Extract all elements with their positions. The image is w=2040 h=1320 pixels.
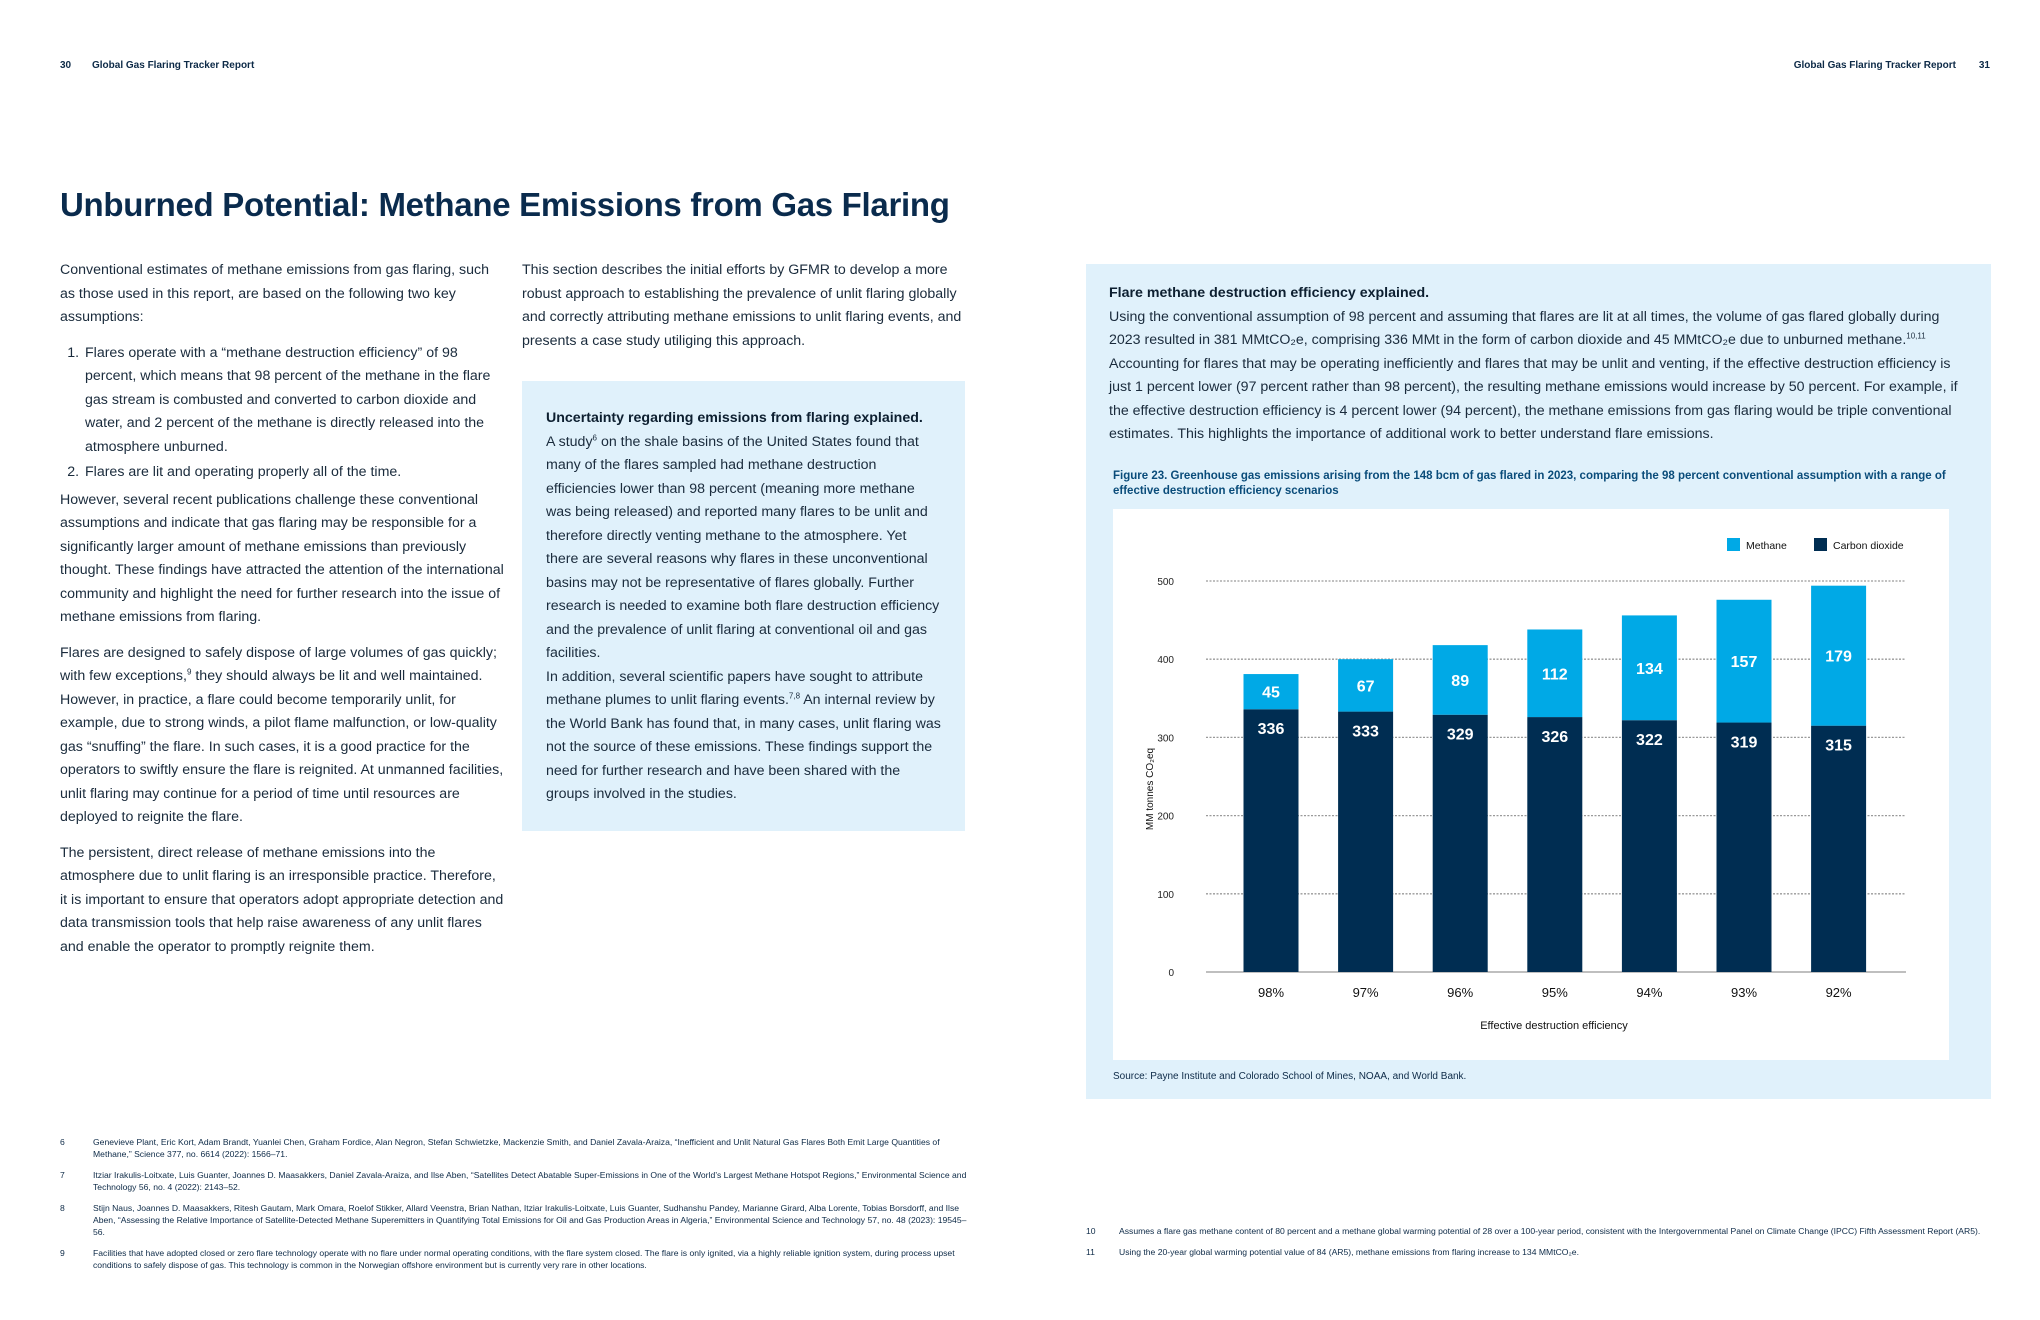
paragraph: The persistent, direct release of methane emissions into the atmosphere due to unlit flaring is an irresponsible practice. Therefore, it is important to ensure that operators adopt appropriate detection and data transmission tools that help raise awareness of any unlit flares and enable the operator to promptly reignite them. bbox=[60, 844, 504, 955]
y-tick-label: 400 bbox=[1157, 654, 1174, 666]
text: A study bbox=[546, 433, 593, 450]
bar-segment-carbon-dioxide bbox=[1717, 722, 1772, 971]
y-tick-label: 100 bbox=[1157, 889, 1174, 901]
data-label: 336 bbox=[1257, 720, 1285, 738]
figure-source: Source: Payne Institute and Colorado School of Mines, NOAA, and World Bank. bbox=[1113, 1070, 1467, 1082]
footnote-text: Genevieve Plant, Eric Kort, Adam Brandt, Yuanlei Chen, Graham Fordice, Alan Negron, Stefan Schwietzke, Mackenzie Smith, and Daniel Zavala-Araiza, “Inefficient and Unlit Natural Gas Flares Both Emit Large Quantities of Methane,” Science 377, no. 6614 (2022): 1566–71. bbox=[93, 1137, 940, 1159]
x-axis-title: Effective destruction efficiency bbox=[1480, 1019, 1628, 1032]
page-title: Unburned Potential: Methane Emissions from Gas Flaring bbox=[60, 186, 950, 223]
middle-column bbox=[522, 259, 965, 831]
legend-swatch bbox=[1814, 538, 1827, 551]
data-label: 89 bbox=[1451, 672, 1470, 690]
footnote-text: Assumes a flare gas methane content of 80 percent and a methane global warming potential of 28 over a 100-year period, consistent with the Intergovernmental Panel on Climate Change (IPCC) Fifth Assessment Report (AR5). bbox=[1119, 1226, 1981, 1236]
running-title-left: Global Gas Flaring Tracker Report bbox=[92, 60, 255, 71]
x-tick-label: 95% bbox=[1541, 984, 1568, 1000]
footnote-ref[interactable]: 9 bbox=[186, 667, 192, 677]
footnote-number: 10 bbox=[1086, 1226, 1096, 1236]
running-title-right: Global Gas Flaring Tracker Report bbox=[1793, 60, 1956, 71]
y-tick-label: 0 bbox=[1168, 967, 1174, 979]
panel-paragraph bbox=[1109, 306, 1969, 353]
x-tick-label: 97% bbox=[1352, 984, 1379, 1000]
footnote-number: 7 bbox=[60, 1170, 65, 1180]
footnote-number: 6 bbox=[60, 1137, 65, 1147]
footnote-text: Itziar Irakulis-Loitxate, Luis Guanter, Joannes D. Maasakkers, Daniel Zavala-Araiza, and Ilse Aben, “Satellites Detect Abatable Super-Emissions in One of the World’s Largest Methane Hotspot Regions,” Environmental Science and Technology 56, no. 4 (2022): 2143–52. bbox=[93, 1170, 967, 1192]
data-label: 333 bbox=[1352, 723, 1379, 741]
intro-paragraph: Conventional estimates of methane emissions from gas flaring, such as those used in this report, are based on the following two key assumptions: bbox=[60, 262, 489, 325]
footnote-text: Stijn Naus, Joannes D. Maasakkers, Ritesh Gautam, Mark Omara, Roelof Stikker, Allard Veenstra, Brian Nathan, Itziar Irakulis-Loitxate, Luis Guanter, Sudhanshu Pandey, Marianne Girard, Alba Lorente, Tobias Borsdorff, and Ilse Aben, “Assessing the Relative Importance of Satellite-Detected Methane Superemitters in Quantifying Total Emissions for Oil and Gas Production Areas in Algeria,” Environmental Science and Technology 57, no. 48 (2023): 19545–56. bbox=[93, 1203, 967, 1237]
page-number-right: 31 bbox=[1978, 60, 1990, 71]
data-label: 322 bbox=[1636, 731, 1663, 749]
data-label: 45 bbox=[1262, 684, 1280, 702]
data-label: 326 bbox=[1541, 728, 1569, 746]
text: In addition, several scientific papers have sought to attribute methane plumes to unlit flaring events. bbox=[546, 668, 923, 708]
footnote bbox=[60, 1247, 970, 1271]
callout-paragraph bbox=[546, 431, 941, 666]
bar-segment-carbon-dioxide bbox=[1811, 725, 1866, 971]
footnote-ref[interactable]: 7,8 bbox=[788, 691, 801, 701]
legend-label: Methane bbox=[1746, 539, 1787, 552]
footnotes-right bbox=[1086, 1225, 1986, 1267]
figure-caption: Figure 23. Greenhouse gas emissions arising from the 148 bcm of gas flared in 2023, comparing the 98 percent conventional assumption with a range of effective destruction efficiency scenarios bbox=[1113, 469, 1946, 497]
text: they should always be lit and well maintained. However, in practice, a flare could become temporarily unlit, for example, due to strong winds, a pilot flame malfunction, or low-quality gas “snuffing” the flare. In such cases, it is a good practice for the operators to swiftly ensure the flare is reignited. At unmanned facilities, unlit flaring may continue for a period of time until resources are deployed to reignite the flare. bbox=[60, 668, 504, 825]
bar-segment-carbon-dioxide bbox=[1244, 709, 1299, 972]
text: on the shale basins of the United States found that many of the flares sampled had methane destruction efficiencies lower than 98 percent (meaning more methane was being released) and reported many flares to be unlit and therefore directly venting methane to the atmosphere. Yet there are several reasons why flares in these unconventional basins may not be representative of flares globally. Further research is needed to examine both flare destruction efficiency and the prevalence of unlit flaring at conventional oil and gas facilities. bbox=[546, 433, 940, 661]
y-tick-label: 300 bbox=[1157, 732, 1174, 744]
left-column bbox=[60, 259, 505, 971]
chart-container bbox=[1113, 509, 1949, 1060]
footnote-number: 9 bbox=[60, 1248, 65, 1258]
panel-paragraph: Accounting for flares that may be operating inefficiently and flares that may be unlit and venting, if the effective destruction efficiency is just 1 percent lower (97 percent rather than 98 percent), the resulting methane emissions would increase by 50 percent. For example, if the effective destruction efficiency is 4 percent lower (94 percent), the methane emissions from gas flaring would be triple conventional estimates. This highlights the importance of additional work to better understand flare emissions. bbox=[1109, 355, 1958, 442]
bar-segment-carbon-dioxide bbox=[1622, 720, 1677, 972]
middle-column-intro: This section describes the initial efforts by GFMR to develop a more robust approach to establishing the prevalence of unlit flaring globally and correctly attributing methane emissions to unlit flaring events, and presents a case study utiliging this approach. bbox=[522, 262, 962, 349]
panel-title: Flare methane destruction efficiency explained. bbox=[1109, 285, 1430, 301]
footnote bbox=[60, 1169, 970, 1193]
x-tick-label: 98% bbox=[1257, 984, 1285, 1000]
x-tick-label: 94% bbox=[1636, 984, 1663, 1000]
x-tick-label: 93% bbox=[1730, 984, 1758, 1000]
footnote-ref[interactable]: 10,11 bbox=[1906, 331, 1926, 341]
footnote-text: Using the 20-year global warming potential value of 84 (AR5), methane emissions from flaring increase to 134 MMtCO₂e. bbox=[1119, 1247, 1579, 1257]
page-number-left: 30 bbox=[60, 60, 72, 71]
stacked-bar-chart bbox=[1113, 509, 1949, 1060]
text: Flares are designed to safely dispose of large volumes of gas quickly; with few exceptions, bbox=[60, 644, 497, 684]
x-tick-label: 92% bbox=[1825, 984, 1852, 1000]
destruction-efficiency-panel bbox=[1086, 264, 1991, 1099]
list-item: 1. Flares operate with a “methane destruction efficiency” of 98 percent, which means that 98 percent of the methane in the flare gas stream is combusted and converted to carbon dioxide and water, and 2 percent of the methane is directly released into the atmosphere unburned. bbox=[83, 342, 505, 460]
data-label: 112 bbox=[1541, 665, 1568, 683]
y-axis-title: MM tonnes CO₂eq bbox=[1145, 747, 1156, 830]
data-label: 179 bbox=[1825, 648, 1852, 666]
footnotes-left bbox=[60, 1136, 970, 1280]
y-tick-label: 200 bbox=[1157, 811, 1174, 823]
paragraph: However, several recent publications challenge these conventional assumptions and indicate that gas flaring may be responsible for a significantly larger amount of methane emissions than previously thought. These findings have attracted the attention of the international community and highlight the need for further research into the issue of methane emissions from flaring. bbox=[60, 491, 504, 625]
data-label: 134 bbox=[1636, 660, 1663, 678]
data-label: 329 bbox=[1446, 726, 1474, 744]
data-label: 319 bbox=[1730, 734, 1758, 752]
text: Using the conventional assumption of 98 percent and assuming that flares are lit at all times, the volume of gas flared globally during 2023 resulted in 381 MMtCO₂e, comprising 336 MMt in the form of carbon dioxide and 45 MMtCO₂e due to unburned methane. bbox=[1109, 308, 1940, 348]
footnote bbox=[1086, 1225, 1986, 1237]
paragraph bbox=[60, 642, 505, 830]
callout-title: Uncertainty regarding emissions from flaring explained. bbox=[546, 410, 923, 426]
legend-swatch bbox=[1727, 538, 1740, 551]
callout-paragraph bbox=[546, 666, 941, 807]
bar-segment-carbon-dioxide bbox=[1433, 714, 1488, 971]
list-item: 2. Flares are lit and operating properly all of the time. bbox=[83, 461, 505, 485]
footnote bbox=[1086, 1246, 1986, 1258]
legend-label: Carbon dioxide bbox=[1833, 539, 1904, 552]
footnote-ref[interactable]: 6 bbox=[592, 432, 597, 442]
data-label: 315 bbox=[1825, 737, 1852, 755]
footnote bbox=[60, 1136, 970, 1160]
data-label: 67 bbox=[1356, 677, 1375, 695]
panel-text bbox=[1109, 282, 1969, 447]
data-label: 157 bbox=[1730, 653, 1758, 671]
y-tick-label: 500 bbox=[1157, 576, 1174, 588]
footnote-number: 11 bbox=[1086, 1247, 1095, 1257]
x-tick-label: 96% bbox=[1447, 984, 1474, 1000]
uncertainty-callout-box bbox=[522, 381, 965, 831]
footnote-text: Facilities that have adopted closed or zero flare technology operate with no flare under normal operating conditions, with the flare system closed. The flare is only ignited, via a highly reliable ignition system, during process upset conditions to safely dispose of gas. This technology is common in the Norwegian offshore environment but is currently very rare in other locations. bbox=[93, 1248, 955, 1270]
bar-segment-carbon-dioxide bbox=[1527, 717, 1582, 972]
footnote-number: 8 bbox=[60, 1203, 65, 1213]
text: An internal review by the World Bank has found that, in many cases, unlit flaring was not the source of these emissions. These findings support the need for further research and have been shared with the groups involved in the studies. bbox=[546, 692, 941, 802]
bar-segment-carbon-dioxide bbox=[1338, 711, 1393, 971]
assumptions-list bbox=[60, 342, 505, 485]
footnote bbox=[60, 1202, 970, 1238]
